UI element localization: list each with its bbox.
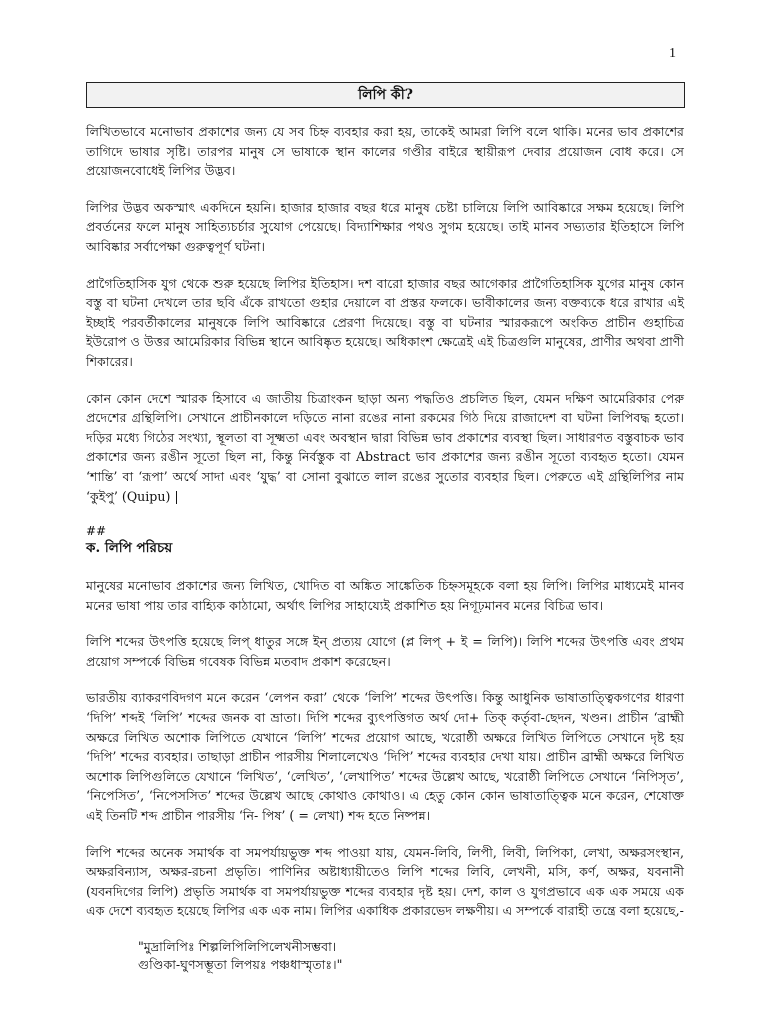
paragraph: লিপির উদ্ভব অকস্মাৎ একদিনে হয়নি। হাজার হাজার বছর ধরে মানুষ চেষ্টা চালিয়ে লিপি আবিষ্কারে সক্ষম হয়েছে। লিপি প্রবর্তনের ফলে মানুষ সাহিত্যচর্চার সুযোগ পেয়েছে। বিদ্যাশিক্ষার পথও সুগম হয়েছে। তাই মানব সভ্যতার ইতিহাসে লিপি আবিষ্কার সর্বাপেক্ষা গুরুত্বপূর্ণ ঘটনা। [86, 199, 684, 254]
paragraph: প্রাগৈতিহাসিক যুগ থেকে শুরু হয়েছে লিপির ইতিহাস। দশ বারো হাজার বছর আগেকার প্রাগৈতিহাসিক যুগের মানুষ কোন বস্তু বা ঘটনা দেখলে তার ছবি এঁকে রাখতো গুহার দেয়ালে বা প্রস্তর ফলকে। ভাবীকালের জন্য বক্তব্যকে ধরে রাখার এই ইচ্ছাই পরবর্তীকালের মানুষকে লিপি আবিষ্কারে প্রেরণা দিয়েছে। বস্তু বা ঘটনার স্মারকরূপে অংকিত প্রাচীন গুহাচিত্র ইউরোপ ও উত্তর আমেরিকার বিভিন্ন স্থানে আবিষ্কৃত হয়েছে। অধিকাংশ ক্ষেত্রেই এই চিত্রগুলি মানুষের, প্রাণীর অথবা প্রাণী শিকারের। [86, 275, 684, 369]
section-marker: ## [86, 524, 107, 539]
verse-quote [138, 938, 684, 974]
paragraph: মানুষের মনোভাব প্রকাশের জন্য লিখিত, খোদিত বা অঙ্কিত সাঙ্কেতিক চিহ্নসমূহকে বলা হয় লিপি। লিপির মাধ্যমেই মানব মনের ভাষা পায় তার বাহ্যিক কাঠামো, অর্থাৎ লিপির সাহায্যেই প্রকাশিত হয় নিগূঢ়মানব মনের বিচিত্র ভাব। [86, 578, 684, 613]
paragraph: কোন কোন দেশে স্মারক হিসাবে এ জাতীয় চিত্রাংকন ছাড়া অন্য পদ্ধতিও প্রচলিত ছিল, যেমন দক্ষিণ আমেরিকার পেরু প্রদেশের গ্রন্থিলিপি। সেখানে প্রাচীনকালে দড়িতে নানা রঙের নানা রকমের গিঠ দিয়ে রাজাদেশ বা ঘটনা লিপিবদ্ধ হতো। দড়ির মধ্যে গিঠের সংখ্যা, স্থূলতা বা সূক্ষ্মতা এবং অবস্থান দ্বারা বিভিন্ন ভাব প্রকাশের ব্যবস্থা ছিল। সাধারণত বস্তুবাচক ভাব প্রকাশের জন্য রঙীন সূতো ছিল না, কিন্তু নির্বস্তুক বা Abstract ভাব প্রকাশের জন্য রঙীন সূতো ব্যবহৃত হতো। যেমন ‘শান্তি’ বা ‘রূপা’ অর্থে সাদা এবং ‘যুদ্ধ’ বা সোনা বুঝাতে লাল রঙের সুতোর ব্যবহার ছিল। পেরুতে এই গ্রন্থিলিপির নাম ‘কুইপু’ (Quipu) | [86, 390, 684, 504]
page-number: 1 [669, 46, 676, 61]
paragraph: লিপি শব্দের অনেক সমার্থক বা সমপর্যায়ভুক্ত শব্দ পাওয়া যায়, যেমন-লিবি, লিপী, লিবী, লিপিকা, লেখা, অক্ষরসংস্থান, অক্ষরবিন্যাস, অক্ষর-রচনা প্রভৃতি। পাণিনির অষ্টাধ্যায়ীতেও লিপি শব্দের লিবি, লেখনী, মসি, কর্ণ, অক্ষর, যবনানী (যবনদিগের লিপি) প্রভৃতি সমার্থক বা সমপর্যায়ভুক্ত শব্দের ব্যবহার দৃষ্ট হয়। দেশ, কাল ও যুগপ্রভাবে এক এক সময়ে এক এক দেশে ব্যবহৃত হয়েছে লিপির এক এক নাম। লিপির একাধিক প্রকারভেদ লক্ষণীয়। এ সম্পর্কে বারাহী তন্ত্রে বলা হয়েছে,- [86, 844, 684, 919]
paragraph: ভারতীয় ব্যাকরণবিদগণ মনে করেন ‘লেপন করা’ থেকে ‘লিপি’ শব্দের উৎপত্তি। কিন্তু আধুনিক ভাষাতাত্ত্বিকগণের ধারণা ‘দিপি’ শব্দই ‘লিপি’ শব্দের জনক বা ভ্রাতা। দিপি শব্দের ব্যুৎপত্তিগত অর্থ দো+ তিক্‌ কর্তৃবা-ছেদন, খণ্ডন। প্রাচীন ‘ব্রাহ্মী অক্ষরে লিখিত অশোক লিপিতে যেখানে ‘লিপি’ শব্দের প্রয়োগ আছে, খরোষ্ঠী অক্ষরে লিখিত লিপিতে সেখানে দৃষ্ট হয় ‘দিপি’ শব্দের ব্যবহার। তাছাড়া প্রাচীন পারসীয় শিলালেখেও ‘দিপি’ শব্দের ব্যবহার দেখা যায়। প্রাচীন ব্রাহ্মী অক্ষরে লিখিত অশোক লিপিগুলিতে যেখানে ‘লিখিত’, ‘লেখিত’, ‘লেখাপিত’ শব্দের উল্লেখ আছে, খরোষ্ঠী লিপিতে সেখানে ‘নিপিসৃত’, ‘নিপেসিত’, ‘নিপেসসিত’ শব্দের উল্লেখ আছে কোথাও কোথাও। এ হেতু কোন কোন ভাষাতাত্ত্বিক মনে করেন, শেষোক্ত এই তিনটি শব্দ প্রাচীন পারসীয় ‘নি- পিষ’ ( = লেখা) শব্দ হতে নিষ্পন্ন। [86, 690, 684, 824]
paragraph: লিপি শব্দের উৎপত্তি হয়েছে লিপ্‌ ধাতুর সঙ্গে ইন্‌ প্রত্যয় যোগে (প্ল লিপ্‌ + ই = লিপি)। লিপি শব্দের উৎপত্তি এবং প্রথম প্রয়োগ সম্পর্কে বিভিন্ন গবেষক বিভিন্ন মতবাদ প্রকাশ করেছেন। [86, 634, 684, 669]
verse-line: "মুদ্রালিপিঃ শিল্পলিপিলিপিলেখনীসম্ভবা। [138, 939, 337, 954]
page-title: লিপি কী? [86, 82, 685, 108]
section-heading: ক. লিপি পরিচয় [86, 540, 173, 557]
paragraph: লিখিতভাবে মনোভাব প্রকাশের জন্য যে সব চিহ্ন ব্যবহার করা হয়, তাকেই আমরা লিপি বলে থাকি। মনের ভাব প্রকাশের তাগিদে ভাষার সৃষ্টি। তারপর মানুষ সে ভাষাকে স্থান কালের গণ্ডীর বাইরে স্থায়ীরূপ দেবার প্রয়োজন বোধ করে। সে প্রয়োজনবোধেই লিপির উদ্ভব। [86, 124, 684, 179]
document-body [86, 122, 684, 974]
verse-line: গুণ্ডিকা-ঘুণসম্ভূতা লিপয়ঃ পঞ্চধাস্মৃতাঃ।" [138, 957, 343, 972]
